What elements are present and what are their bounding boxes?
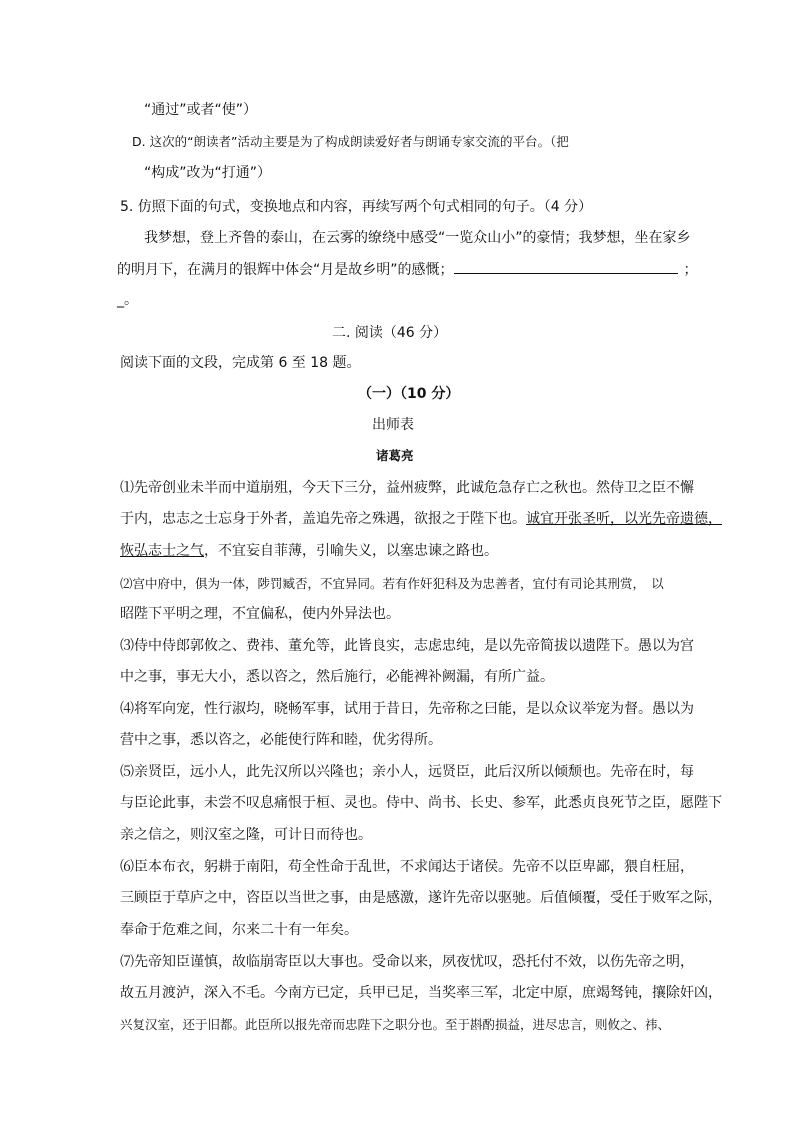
paragraph-1-line2 <box>120 509 722 529</box>
question-5-example-text: 的明月下，在满月的银辉中体会“月是故乡明”的感慨； <box>117 262 454 278</box>
paragraph-6-line2: 三顾臣于草庐之中，咨臣以当世之事，由是感激，遂许先帝以驱驰。后值倾覆，受任于败军之际， <box>120 890 722 906</box>
section-2-instruction: 阅读下面的文段，完成第 6 至 18 题。 <box>120 355 361 371</box>
question-4-c-tail: “通过”或者“使”） <box>144 102 258 118</box>
paragraph-1-text-cont: ，不宜妄自菲薄，引喻失义，以塞忠谏之路也。 <box>204 543 498 559</box>
paragraph-6-line1: ⑹臣本布衣，躬耕于南阳，苟全性命于乱世，不求闻达于诸侯。先帝不以臣卑鄙，猥自枉屈， <box>120 859 694 875</box>
paragraph-3-line2: 中之事，事无大小，悉以咨之，然后施行，必能裨补阙漏，有所广益。 <box>120 669 554 685</box>
paragraph-2-line2: 昭陛下平明之理，不宜偏私，使内外异法也。 <box>120 606 400 622</box>
paragraph-1-text: 于内，忠志之士忘身于外者，盖追先帝之殊遇，欲报之于陛下也。 <box>120 511 526 527</box>
question-4-option-d-cont: “构成”改为“打通”） <box>144 165 272 181</box>
question-5-semicolon: ； <box>683 262 698 278</box>
underlined-sentence-cont: 恢弘志士之气 <box>120 543 204 559</box>
paragraph-1-line1: ⑴先帝创业未半而中道崩殂，今天下三分，益州疲弊，此诚危急存亡之秋也。然侍卫之臣不懈 <box>120 480 694 496</box>
answer-blank[interactable] <box>454 259 678 274</box>
paragraph-1-line3 <box>120 541 498 561</box>
question-5-example-line2 <box>117 259 698 280</box>
passage-author: 诸葛亮 <box>376 448 414 463</box>
paragraph-7-line1: ⑺先帝知臣谨慎，故临崩寄臣以大事也。受命以来，夙夜忧叹，恐托付不效，以伤先帝之明， <box>120 954 694 970</box>
paragraph-7-line2: 故五月渡泸，深入不毛。今南方已定，兵甲已足，当奖率三军，北定中原，庶竭驽钝，攘除奸凶， <box>120 985 722 1001</box>
paragraph-7-line3: 兴复汉室，还于旧都。此臣所以报先帝而忠陛下之职分也。至于斟酌损益，进尽忠言，则攸之、祎、 <box>120 1017 671 1032</box>
question-5-prompt: 5. 仿照下面的句式，变换地点和内容，再续写两个句式相同的句子。（4 分） <box>120 199 593 215</box>
paragraph-5-line1: ⑸亲贤臣，远小人，此先汉所以兴隆也；亲小人，远贤臣，此后汉所以倾颓也。先帝在时，每 <box>120 764 694 780</box>
paragraph-6-line3: 奉命于危难之间，尔来二十有一年矣。 <box>120 922 358 938</box>
passage-title: 出师表 <box>372 417 414 433</box>
section-2-heading: 二. 阅读（46 分） <box>332 325 448 341</box>
question-5-line3: _。 <box>117 292 138 308</box>
paragraph-2-line1: ⑵宫中府中，俱为一体，陟罚臧否，不宜异同。若有作奸犯科及为忠善者，宜付有司论其刑赏， 以 <box>120 576 664 591</box>
question-5-example-line1: 我梦想，登上齐鲁的泰山，在云雾的缭绕中感受“一览众山小”的豪情；我梦想，坐在家乡 <box>144 230 691 246</box>
paragraph-4-line2: 营中之事，悉以咨之，必能使行阵和睦，优劣得所。 <box>120 732 442 748</box>
paragraph-5-line3: 亲之信之，则汉室之隆，可计日而待也。 <box>120 827 372 843</box>
paragraph-3-line1: ⑶侍中侍郎郭攸之、费祎、董允等，此皆良实，志虑忠纯，是以先帝简拔以遗陛下。愚以为宫 <box>120 638 694 654</box>
part-1-heading: （一）（10 分） <box>358 386 460 402</box>
underlined-sentence: 诚宜开张圣听，以光先帝遗德， <box>526 511 722 527</box>
paragraph-4-line1: ⑷将军向宠，性行淑均，晓畅军事，试用于昔日，先帝称之曰能，是以众议举宠为督。愚以为 <box>120 701 694 717</box>
question-4-option-d: D. 这次的“朗读者”活动主要是为了构成朗读爱好者与朗诵专家交流的平台。（把 <box>132 134 569 149</box>
paragraph-5-line2: 与臣论此事，未尝不叹息痛恨于桓、灵也。侍中、尚书、长史、参军，此悉贞良死节之臣，愿陛下 <box>120 795 722 811</box>
